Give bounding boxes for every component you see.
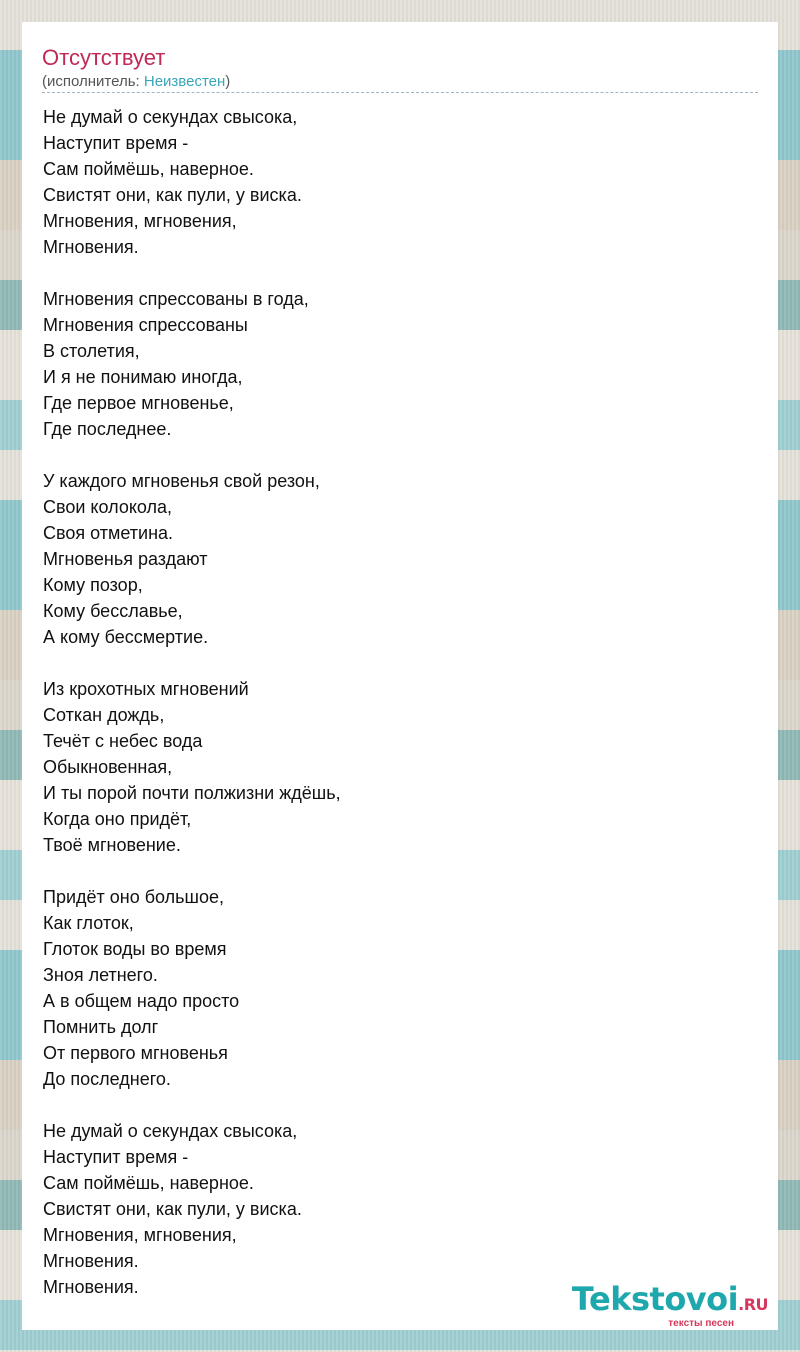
lyrics-line: Обыкновенная, <box>43 757 173 777</box>
lyrics-line: Свои колокола, <box>43 497 173 517</box>
lyrics-line: Когда оно придёт, <box>43 809 192 829</box>
lyrics-line: Мгновения спрессованы <box>43 315 248 335</box>
lyrics-line: А в общем надо просто <box>43 991 240 1011</box>
lyrics-line: Течёт с небес вода <box>43 731 203 751</box>
lyrics-stanza <box>43 286 341 442</box>
lyrics-line: От первого мгновенья <box>43 1043 228 1063</box>
song-title: Отсутствует <box>42 45 166 70</box>
lyrics-line: Свистят они, как пули, у виска. <box>43 185 302 205</box>
site-logo[interactable] <box>572 1282 768 1330</box>
lyrics-line: Своя отметина. <box>43 523 174 543</box>
lyrics-line: Твоё мгновение. <box>43 835 181 855</box>
lyrics-line: Мгновения. <box>43 237 139 257</box>
lyrics-line: Придёт оно большое, <box>43 887 224 907</box>
lyrics-line: Соткан дождь, <box>43 705 165 725</box>
lyrics-line: Глоток воды во время <box>43 939 227 959</box>
lyrics-line: Сам поймёшь, наверное. <box>43 1173 254 1193</box>
lyrics-line: Мгновения спрессованы в года, <box>43 289 309 309</box>
lyrics-line: Кому позор, <box>43 575 143 595</box>
lyrics-line: Кому бесславье, <box>43 601 183 621</box>
lyrics-line: В столетия, <box>43 341 140 361</box>
lyrics-line: Мгновения. <box>43 1277 139 1297</box>
lyrics-line: Наступит время - <box>43 133 189 153</box>
lyrics-line: До последнего. <box>43 1069 171 1089</box>
lyrics-stanza <box>43 884 341 1092</box>
lyrics-line: Где последнее. <box>43 419 172 439</box>
lyrics-line: Не думай о секундах свысока, <box>43 107 298 127</box>
lyrics-text <box>43 104 341 1326</box>
lyrics-stanza <box>43 468 341 650</box>
lyrics-stanza <box>43 104 341 260</box>
lyrics-line: Не думай о секундах свысока, <box>43 1121 298 1141</box>
lyrics-line: А кому бессмертие. <box>43 627 209 647</box>
lyrics-line: Из крохотных мгновений <box>43 679 249 699</box>
lyrics-card <box>22 22 778 1330</box>
logo-tagline: тексты песен <box>668 1318 734 1329</box>
lyrics-line: Мгновенья раздают <box>43 549 208 569</box>
lyrics-line: Мгновения, мгновения, <box>43 211 237 231</box>
performer-link[interactable]: Неизвестен <box>143 73 226 90</box>
lyrics-line: Где первое мгновенье, <box>43 393 234 413</box>
lyrics-line: Как глоток, <box>43 913 134 933</box>
performer-info <box>42 72 230 92</box>
lyrics-stanza <box>43 676 341 858</box>
performer-suffix: ) <box>225 73 231 90</box>
logo-tld: .RU <box>738 1295 768 1314</box>
lyrics-line: И ты порой почти полжизни ждёшь, <box>43 783 341 803</box>
lyrics-line: И я не понимаю иногда, <box>43 367 243 387</box>
lyrics-line: Мгновения, мгновения, <box>43 1225 237 1245</box>
lyrics-line: У каждого мгновенья свой резон, <box>43 471 320 491</box>
lyrics-line: Зноя летнего. <box>43 965 158 985</box>
lyrics-line: Сам поймёшь, наверное. <box>43 159 254 179</box>
lyrics-stanza <box>43 1118 341 1300</box>
header-divider <box>42 92 758 93</box>
lyrics-line: Помнить долг <box>43 1017 159 1037</box>
lyrics-line: Наступит время - <box>43 1147 189 1167</box>
lyrics-line: Свистят они, как пули, у виска. <box>43 1199 302 1219</box>
performer-prefix: (исполнитель: <box>42 73 144 90</box>
lyrics-line: Мгновения. <box>43 1251 139 1271</box>
logo-name: Tekstovoi <box>571 1280 739 1318</box>
